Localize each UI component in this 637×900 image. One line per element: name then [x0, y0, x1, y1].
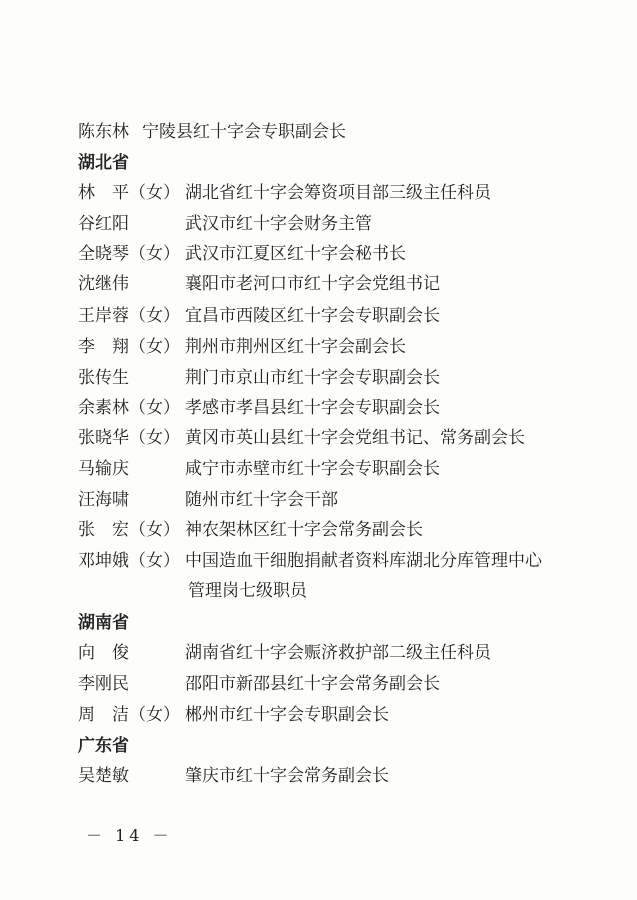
list-item [78, 273, 598, 295]
entry-name: 全晓琴（女） [78, 244, 180, 264]
entry-top [78, 121, 598, 143]
list-item [78, 213, 598, 235]
entry-name: 谷红阳 [78, 214, 129, 234]
entry-name: 吴楚敏 [78, 766, 129, 786]
entry-role: 神农架林区红十字会常务副会长 [185, 520, 423, 540]
entry-name: 余素林（女） [78, 398, 180, 418]
province-heading-guangdong: 广东省 [78, 736, 129, 756]
entry-name: 李刚民 [78, 674, 129, 694]
entry-name: 王岸蓉（女） [78, 306, 180, 326]
page-number: － 14 － [86, 826, 173, 845]
entry-name: 张晓华（女） [78, 428, 180, 448]
list-item [78, 550, 598, 572]
list-item [78, 336, 598, 358]
entry-name: 张 宏（女） [78, 520, 180, 540]
entry-role: 肇庆市红十字会常务副会长 [185, 766, 389, 786]
list-item [78, 642, 598, 664]
province-heading-hubei: 湖北省 [78, 153, 129, 173]
list-item [78, 243, 598, 265]
entry-role-continuation: 管理岗七级职员 [188, 581, 307, 601]
entry-role: 郴州市红十字会专职副会长 [185, 705, 389, 725]
list-item [78, 458, 598, 480]
entry-role: 武汉市江夏区红十字会秘书长 [185, 244, 406, 264]
entry-name: 邓坤娥（女） [78, 551, 180, 571]
list-item [78, 182, 598, 204]
entry-name: 周 洁（女） [78, 705, 180, 725]
province-heading-hunan: 湖南省 [78, 613, 129, 633]
list-item [78, 305, 598, 327]
entry-role: 宜昌市西陵区红十字会专职副会长 [185, 306, 440, 326]
list-item [78, 367, 598, 389]
entry-role: 咸宁市赤壁市红十字会专职副会长 [185, 459, 440, 479]
list-item [78, 519, 598, 541]
list-item [78, 489, 598, 511]
entry-role: 湖北省红十字会筹资项目部三级主任科员 [185, 183, 491, 203]
entry-name: 李 翔（女） [78, 337, 180, 357]
list-item [78, 704, 598, 726]
entry-name: 陈东林 [78, 122, 129, 142]
entry-name: 林 平（女） [78, 183, 180, 203]
list-item [78, 427, 598, 449]
list-item [78, 673, 598, 695]
entry-role: 黄冈市英山县红十字会党组书记、常务副会长 [185, 428, 525, 448]
entry-role: 襄阳市老河口市红十字会党组书记 [185, 274, 440, 294]
entry-role: 湖南省红十字会赈济救护部二级主任科员 [185, 643, 491, 663]
list-item [78, 397, 598, 419]
entry-role: 随州市红十字会干部 [185, 490, 338, 510]
entry-role: 邵阳市新邵县红十字会常务副会长 [185, 674, 440, 694]
entry-role: 宁陵县红十字会专职副会长 [142, 122, 346, 142]
entry-name: 沈继伟 [78, 274, 129, 294]
entry-name: 马输庆 [78, 459, 129, 479]
entry-role: 荆州市荆州区红十字会副会长 [185, 337, 406, 357]
entry-role: 荆门市京山市红十字会专职副会长 [185, 368, 440, 388]
entry-name: 张传生 [78, 368, 129, 388]
list-item [78, 765, 598, 787]
entry-role: 中国造血干细胞捐献者资料库湖北分库管理中心 [185, 551, 542, 571]
entry-name: 向 俊 [78, 643, 129, 663]
entry-name: 汪海啸 [78, 490, 129, 510]
entry-role: 孝感市孝昌县红十字会专职副会长 [185, 398, 440, 418]
entry-role: 武汉市红十字会财务主管 [185, 214, 372, 234]
